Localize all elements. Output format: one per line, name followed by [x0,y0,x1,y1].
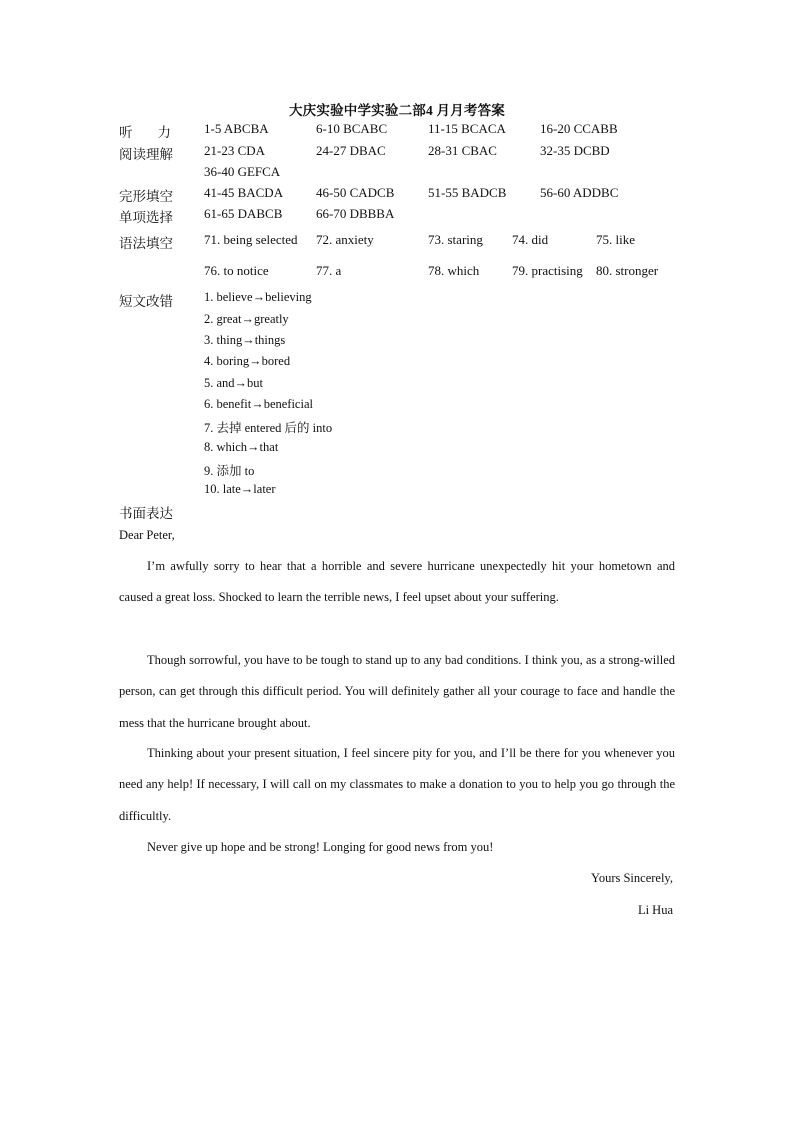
grammar-fill-answer: 71. being selected [204,232,298,247]
cloze-answer: 41-45 BACDA [204,185,284,200]
reading-answer: 36-40 GEFCA [204,164,281,179]
letter-salutation: Dear Peter, [119,528,175,542]
correction-item: 2. great→greatly [204,312,289,326]
correction-item: 6. benefit→beneficial [204,397,313,411]
correction-item: 5. and→but [204,376,264,390]
listening-answer: 16-20 CCABB [540,121,618,136]
letter-signature: Li Hua [637,903,673,917]
correction-item: 9. 添加 to [204,464,255,478]
reading-answer: 32-35 DCBD [540,143,610,158]
grammar-fill-answer: 75. like [596,232,635,247]
listening-answer: 11-15 BCACA [428,121,506,136]
letter-paragraph: Though sorrowful, you have to be tough to stand up to any bad conditions. I think you, as a strong-willed person, can get through this difficult period. You will definitely gather all your courage to face and handle the mess that the hurricane brought about. [119,653,675,730]
single-choice-answer: 66-70 DBBBA [316,206,395,221]
grammar-fill-answer: 78. which [428,263,480,278]
reading-answer: 21-23 CDA [204,143,266,158]
cloze-answer: 56-60 ADDBC [540,185,619,200]
letter-paragraph: I’m awfully sorry to hear that a horrible and severe hurricane unexpectedly hit your hometown and caused a great loss. Shocked to learn the terrible news, I feel upset about your suffering. [119,559,675,605]
letter-paragraph: Never give up hope and be strong! Longing for good news from you! [147,840,494,854]
correction-item: 4. boring→bored [204,354,291,368]
cloze-answer: 51-55 BADCB [428,185,507,200]
reading-label: 阅读理解 [119,147,173,162]
cloze-answer: 46-50 CADCB [316,185,395,200]
grammar-fill-answer: 74. did [512,232,549,247]
reading-answer: 28-31 CBAC [428,143,497,158]
single-choice-answer: 61-65 DABCB [204,206,283,221]
grammar-fill-answer: 77. a [316,263,342,278]
cloze-label: 完形填空 [119,189,173,204]
correction-item: 3. thing→things [204,333,286,347]
page-title: 大庆实验中学实验二部4 月月考答案 [288,103,506,118]
listening-answer: 6-10 BCABC [316,121,388,136]
grammar-fill-answer: 73. staring [428,232,483,247]
correction-item: 1. believe→believing [204,290,312,304]
single-choice-label: 单项选择 [119,210,173,225]
listening-answer: 1-5 ABCBA [204,121,269,136]
listening-label: 听力 [119,125,196,140]
letter-paragraph: Thinking about your present situation, I feel sincere pity for you, and I’ll be there for you whenever you need any help! If necessary, I will call on my classmates to make a donation to you to help you go through the difficultly. [119,746,675,823]
grammar-fill-answer: 80. stronger [596,263,659,278]
reading-answer: 24-27 DBAC [316,143,386,158]
writing-label: 书面表达 [119,506,173,521]
grammar-fill-answer: 79. practising [512,263,583,278]
grammar-fill-answer: 76. to notice [204,263,269,278]
grammar-fill-answer: 72. anxiety [316,232,374,247]
correction-item: 7. 去掉 entered 后的 into [204,421,333,435]
correction-label: 短文改错 [119,294,173,309]
grammar-fill-label: 语法填空 [119,236,173,251]
letter-closing: Yours Sincerely, [591,871,673,885]
correction-item: 8. which→that [204,440,279,454]
correction-item: 10. late→later [204,482,276,496]
